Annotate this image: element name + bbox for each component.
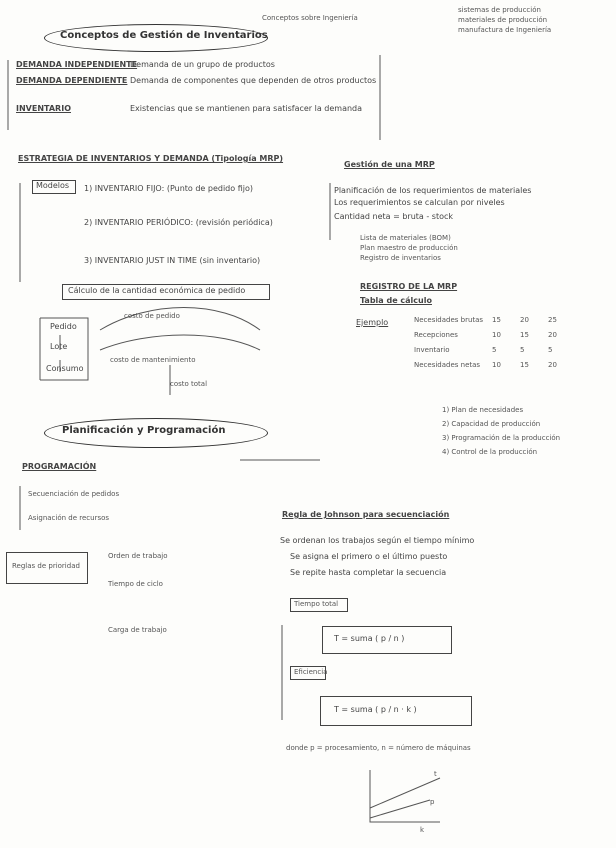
graph-label-p: p — [430, 798, 435, 806]
formula2-label: Eficiencia — [294, 668, 328, 676]
section1-subtitle: ESTRATEGIA DE INVENTARIOS Y DEMANDA (Tipología MRP) — [18, 154, 284, 163]
johnson-line-1: Se ordenan los trabajos según el tiempo mínimo — [280, 536, 475, 545]
flow-note-1: costo de pedido — [124, 312, 180, 320]
mrp-cell: 20 — [548, 331, 557, 339]
flow-node-2: Lote — [50, 342, 68, 351]
section2-line-5: Plan maestro de producción — [360, 244, 458, 252]
mrp-table — [414, 316, 576, 370]
mrp-cell: Recepciones — [414, 331, 458, 339]
flow-node-1: Pedido — [50, 322, 77, 331]
header-right-note-3: manufactura de Ingeniería — [458, 26, 552, 34]
johnson-line-3: Se repite hasta completar la secuencia — [290, 568, 447, 577]
graph-label-k: k — [420, 826, 425, 834]
mrp-cell: 5 — [520, 346, 525, 354]
flow-node-3: Consumo — [46, 364, 84, 373]
section2-line-6: Registro de inventarios — [360, 254, 441, 262]
section3-right-item-1: 1) Plan de necesidades — [442, 406, 524, 414]
section2-line-4: Lista de materiales (BOM) — [360, 234, 451, 242]
section3-right-item-4: 4) Control de la producción — [442, 448, 538, 456]
section3-right-item-3: 3) Programación de la producción — [442, 434, 561, 442]
mrp-cell: Inventario — [414, 346, 450, 354]
section2-line-3: Cantidad neta = bruta - stock — [334, 212, 454, 221]
section1-item-2-head: DEMANDA DEPENDIENTE — [16, 76, 128, 85]
mrp-cell: Necesidades brutas — [414, 316, 484, 324]
flow-title: Cálculo de la cantidad económica de pedido — [68, 286, 246, 295]
model-3: 3) INVENTARIO JUST IN TIME (sin inventario) — [84, 256, 261, 265]
johnson-line-2: Se asigna el primero o el último puesto — [290, 552, 448, 561]
note-box-text: Reglas de prioridad — [12, 562, 80, 570]
section1-item-3-head: INVENTARIO — [16, 104, 71, 113]
section3-right-item-2: 2) Capacidad de producción — [442, 420, 541, 428]
flow-note-2: costo de mantenimiento — [110, 356, 196, 364]
section3-left-item-4: Tiempo de ciclo — [108, 580, 163, 588]
formula1: T = suma ( p / n ) — [334, 634, 405, 643]
mrp-cell: 25 — [548, 316, 557, 324]
section1-item-3-text: Existencias que se mantienen para satisfacer la demanda — [130, 104, 363, 113]
section2-title: Gestión de una MRP — [344, 160, 435, 169]
section3-left-item-5: Carga de trabajo — [108, 626, 167, 634]
mrp-cell: 15 — [492, 316, 501, 324]
models-label: Modelos — [36, 181, 70, 190]
graph-label-t: t — [434, 770, 437, 778]
section2-line-1: Planificación de los requerimientos de materiales — [334, 186, 532, 195]
model-1: 1) INVENTARIO FIJO: (Punto de pedido fijo) — [84, 184, 253, 193]
mrp-cell: 10 — [492, 361, 501, 369]
formula-bottom-line: donde p = procesamiento, n = número de máquinas — [286, 744, 471, 752]
mrp-cell: 15 — [520, 331, 529, 339]
mrp-table-title: REGISTRO DE LA MRP — [360, 282, 458, 291]
mrp-example-label: Ejemplo — [356, 318, 389, 327]
mrp-table-subtitle: Tabla de cálculo — [360, 296, 432, 305]
section2-line-2: Los requerimientos se calculan por niveles — [334, 198, 505, 207]
section3-title: Planificación y Programación — [62, 425, 226, 436]
johnson-title: Regla de Johnson para secuenciación — [282, 510, 450, 519]
section1-item-1-text: Demanda de un grupo de productos — [130, 60, 275, 69]
header-left-note: Conceptos sobre Ingeniería — [262, 14, 358, 22]
section3-left-head: PROGRAMACIÓN — [22, 462, 97, 471]
model-2: 2) INVENTARIO PERIÓDICO: (revisión periódica) — [84, 218, 273, 227]
section1-item-1-head: DEMANDA INDEPENDIENTE — [16, 60, 138, 69]
header-right-note-2: materiales de producción — [458, 16, 548, 24]
mrp-cell: 5 — [492, 346, 497, 354]
section1-title: Conceptos de Gestión de Inventarios — [60, 30, 268, 41]
mrp-cell: 20 — [520, 316, 529, 324]
formula1-label: Tiempo total — [294, 600, 339, 608]
mrp-cell: 5 — [548, 346, 553, 354]
section3-left-item-1: Secuenciación de pedidos — [28, 490, 120, 498]
section3-left-item-3: Orden de trabajo — [108, 552, 168, 560]
section3-left-item-2: Asignación de recursos — [28, 514, 110, 522]
mrp-cell: 20 — [548, 361, 557, 369]
formula2: T = suma ( p / n · k ) — [334, 705, 417, 714]
mrp-cell: Necesidades netas — [414, 361, 481, 369]
mrp-cell: 15 — [520, 361, 529, 369]
section1-item-2-text: Demanda de componentes que dependen de otros productos — [130, 76, 377, 85]
mrp-cell: 10 — [492, 331, 501, 339]
header-right-note-1: sistemas de producción — [458, 6, 541, 14]
flow-note-3: costo total — [170, 380, 208, 388]
